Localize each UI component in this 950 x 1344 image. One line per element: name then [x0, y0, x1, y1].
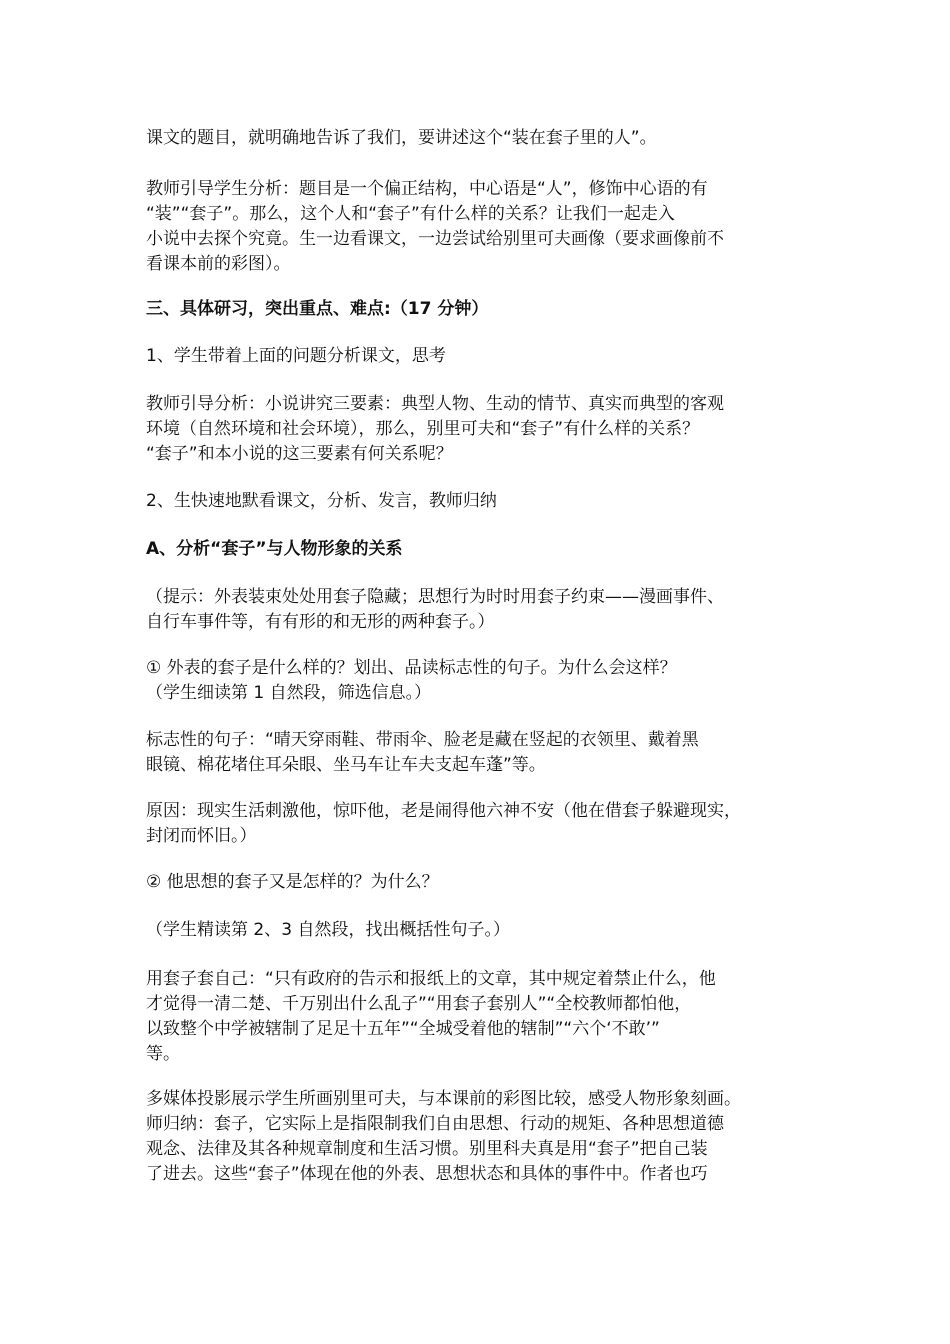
- paragraph-sign-sentences: 标志性的句子：“晴天穿雨鞋、带雨伞、脸老是藏在竖起的衣领里、戴着黑 眼镜、棉花堵住耳朵眼、坐马车让车夫支起车蓬”等。: [146, 730, 699, 775]
- section-heading-three: 三、具体研习，突出重点、难点:（17 分钟）: [146, 299, 489, 319]
- paragraph-self-cover: 用套子套自己：“只有政府的告示和报纸上的文章，其中规定着禁止什么，他 才觉得一清二楚、千万别出什么乱子”“用套子套别人”“全校教师都怕他， 以致整个中学被辖制了足足十五年”“全城受着他的辖制”“六个‘不敢’” 等。: [146, 969, 716, 1064]
- paragraph-reading-task: （学生精读第 2、3 自然段，找出概括性句子。）: [146, 920, 510, 940]
- paragraph-title-meaning: 课文的题目，就明确地告诉了我们，要讲述这个“装在套子里的人”。: [146, 128, 657, 148]
- paragraph-teacher-guide-title: 教师引导学生分析：题目是一个偏正结构，中心语是“人”，修饰中心语的有 “装”“套子”。那么，这个人和“套子”有什么样的关系？让我们一起走入 小说中去探个究竟。生一边看课文，一边尝试给别里可夫画像（要求画像前不 看课本前的彩图）。: [146, 179, 724, 274]
- paragraph-teacher-guide-elements: 教师引导分析：小说讲究三要素：典型人物、生动的情节、真实而典型的客观 环境（自然环境和社会环境），那么，别里可夫和“套子”有什么样的关系？ “套子”和本小说的这三要素有何关系呢？: [146, 394, 724, 464]
- paragraph-reason: 原因：现实生活刺激他，惊吓他，老是闹得他六神不安（他在借套子躲避现实， 封闭而怀旧。）: [146, 801, 741, 846]
- paragraph-multimedia-summary: 多媒体投影展示学生所画别里可夫，与本课前的彩图比较，感受人物形象刻画。 师归纳：套子，它实际上是指限制我们自由思想、行动的规矩、各种思想道德 观念、法律及其各种规章制度和生活习惯。别里科夫真是用“套子”把自己装 了进去。这些“套子”体现在他的外表、思想状态和具体的事件中。作者也巧: [146, 1089, 741, 1184]
- paragraph-step-1: 1、学生带着上面的问题分析课文，思考: [146, 346, 446, 366]
- paragraph-step-2: 2、生快速地默看课文，分析、发言，教师归纳: [146, 491, 497, 511]
- paragraph-question-1: ① 外表的套子是什么样的？划出、品读标志性的句子。为什么会这样？ （学生细读第 1 自然段，筛选信息。）: [146, 658, 677, 703]
- paragraph-question-2: ② 他思想的套子又是怎样的？为什么？: [146, 872, 439, 892]
- subheading-a: A、分析“套子”与人物形象的关系: [146, 539, 403, 559]
- paragraph-hint: （提示：外表装束处处用套子隐藏；思想行为时时用套子约束——漫画事件、 自行车事件等，有有形的和无形的两种套子。）: [146, 587, 724, 632]
